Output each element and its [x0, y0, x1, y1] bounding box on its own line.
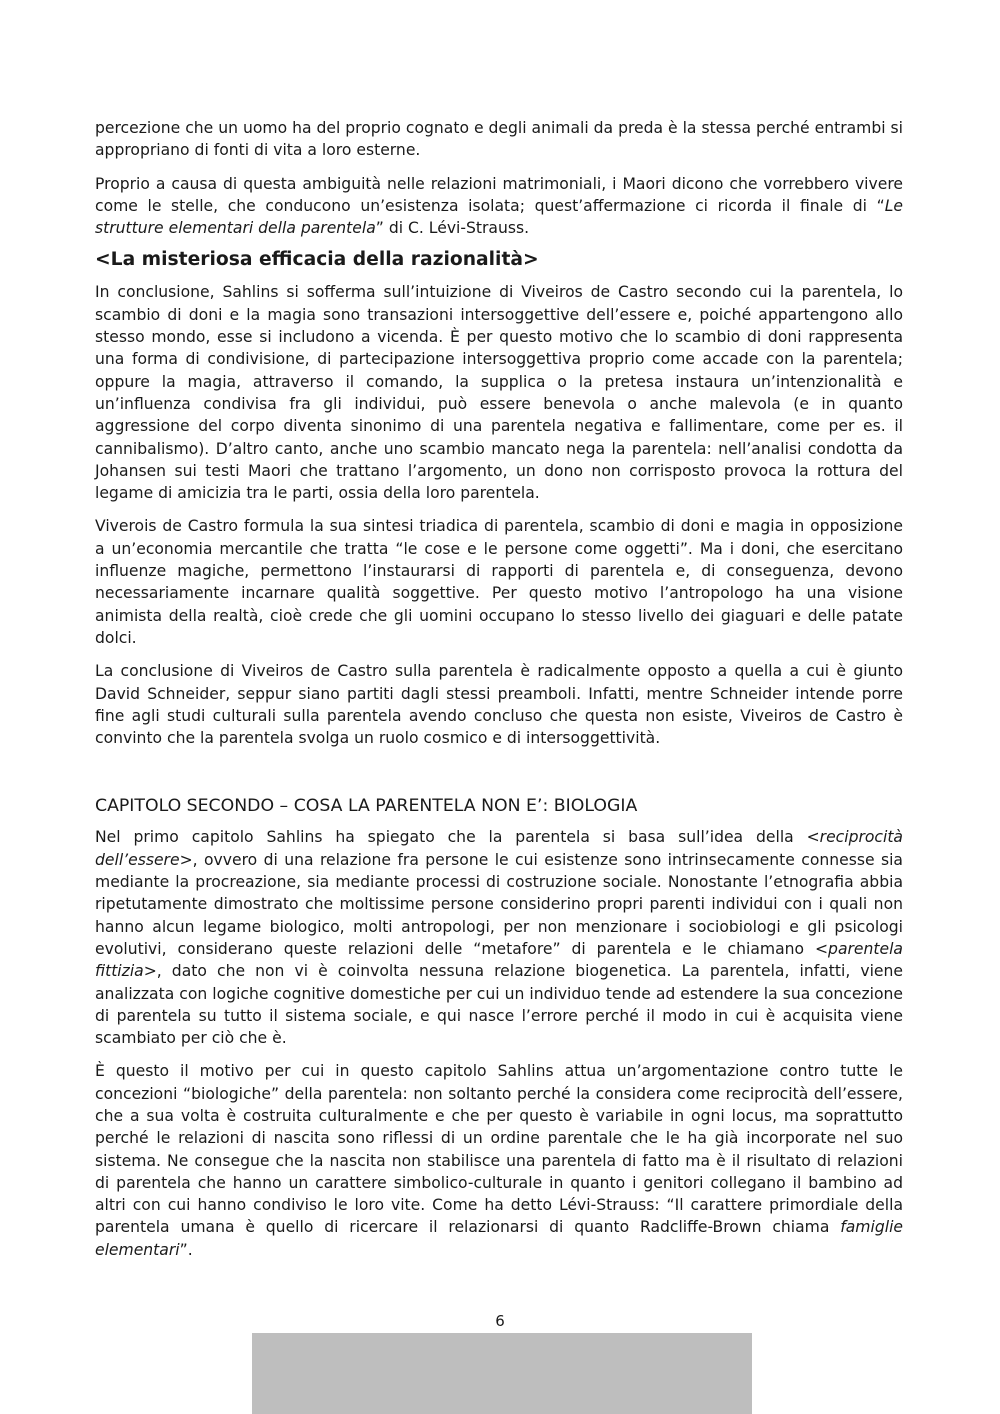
italic-term: reciprocità dell’essere: [95, 828, 903, 869]
italic-term: parentela fittizia: [95, 939, 903, 981]
text-run: >, dato che non vi è coinvolta nessuna relazione biogenetica. La parentela, infatti, viene analizzata con logiche cognitive domestiche per cui un individuo tende ad estendere la sua concezione di parentela su tutto il sistema sociale, e qui nasce l’errore perché il modo in cui è acquisita viene scambiato per ciò che è.: [95, 962, 903, 1048]
chapter-heading: CAPITOLO SECONDO – COSA LA PARENTELA NON E’: BIOLOGIA: [95, 796, 638, 817]
text-run: Nel primo capitolo Sahlins ha spiegato che la parentela si basa sull’idea della <: [95, 828, 820, 847]
footer-gray-bar: [252, 1333, 752, 1414]
paragraph: [95, 173, 903, 240]
paragraph: [95, 1060, 903, 1261]
text-run: È questo il motivo per cui in questo capitolo Sahlins attua un’argomentazione contro tutte le concezioni “biologiche” della parentela: non soltanto perché la considera come reciprocità dell’essere, che a sua volta è costruita culturalmente e che per questo è variabile in ogni locus, ma soprattutto perché le relazioni di nascita sono riflessi di un ordine parentale che le ha già incorporate nel suo sistema. Ne consegue che la nascita non stabilisce una parentela di fatto ma è il risultato di relazioni di parentela che hanno un carattere simbolico-culturale in quanto i genitori collegano il bambino ad altri con cui hanno condiviso le loro vite. Come ha detto Lévi-Strauss: “Il carattere primordiale della parentela umana è quello di ricercare il relazionarsi di quanto Radcliffe-Brown chiama: [95, 1062, 903, 1237]
text-run: ” di C. Lévi-Strauss.: [375, 219, 530, 238]
text-run: >, ovvero di una relazione fra persone le cui esistenze sono intrinsecamente connesse sia mediante la procreazione, sia mediante processi di costruzione sociale. Nonostante l’etnografia abbia ripetutamente dimostrato che moltissime persone considerino propri parenti individui con i quali non hanno alcun legame biologico, molti antropologi, per non menzionare i sociobiologi e gli psicologi evolutivi, considerano queste relazioni delle “metafore” di parentela e le chiamano <: [95, 850, 903, 958]
text-run: ”.: [179, 1240, 193, 1259]
page-number: 6: [495, 1312, 505, 1330]
paragraph: Viverois de Castro formula la sua sintesi triadica di parentela, scambio di doni e magia in opposizione a un’economia mercantile che tratta “le cose e le persone come oggetti”. Ma i doni, che esercitano influenze magiche, permettono l’instaurarsi di rapporti di parentela e, di conseguenza, devono necessariamente incarnare qualità soggettive. Per questo motivo l’antropologo ha una visione animista della realtà, cioè crede che gli uomini occupano lo stesso livello dei giaguari e delle patate dolci.: [95, 517, 903, 647]
section-heading: <La misteriosa efficacia della razionalità>: [95, 249, 539, 271]
paragraph: La conclusione di Viveiros de Castro sulla parentela è radicalmente opposto a quella a cui è giunto David Schneider, seppur siano partiti dagli stessi preamboli. Infatti, mentre Schneider intende porre fine agli studi culturali sulla parentela avendo concluso che questa non esiste, Viveiros de Castro è convinto che la parentela svolga un ruolo cosmico e di intersoggettività.: [95, 662, 903, 748]
italic-term: famiglie elementari: [95, 1218, 903, 1259]
text-run: Proprio a causa di questa ambiguità nelle relazioni matrimoniali, i Maori dicono che vorrebbero vivere come le stelle, che conducono un’esistenza isolata; quest’affermazione ci ricorda il finale di “: [95, 174, 903, 215]
book-title: Le strutture elementari della parentela: [95, 196, 903, 238]
page-body: [95, 117, 903, 1261]
paragraph: In conclusione, Sahlins si sofferma sull’intuizione di Viveiros de Castro secondo cui la parentela, lo scambio di doni e la magia sono transazioni intersoggettive dell’essere e, poiché appartengono allo stesso mondo, esse si includono a vicenda. È per questo motivo che lo scambio di doni rappresenta una forma di condivisione, di partecipazione intersoggettiva proprio come accade con la parentela; oppure la magia, attraverso il comando, la supplica o la pretesa instaura un’intenzionalità e un’influenza condivisa fra gli individui, può essere benevola o anche malevola (e in quanto aggressione del corpo diventa sinonimo di una parentela negativa e fallimentare, come per es. il cannibalismo). D’altro canto, anche uno scambio mancato nega la parentela: nell’analisi condotta da Johansen sui testi Maori che trattano l’argomento, un dono non corrisposto provoca la rottura del legame di amicizia tra le parti, ossia della loro parentela.: [95, 283, 903, 503]
paragraph: [95, 826, 903, 1049]
paragraph: percezione che un uomo ha del proprio cognato e degli animali da preda è la stessa perché entrambi si appropriano di fonti di vita a loro esterne.: [95, 119, 903, 160]
